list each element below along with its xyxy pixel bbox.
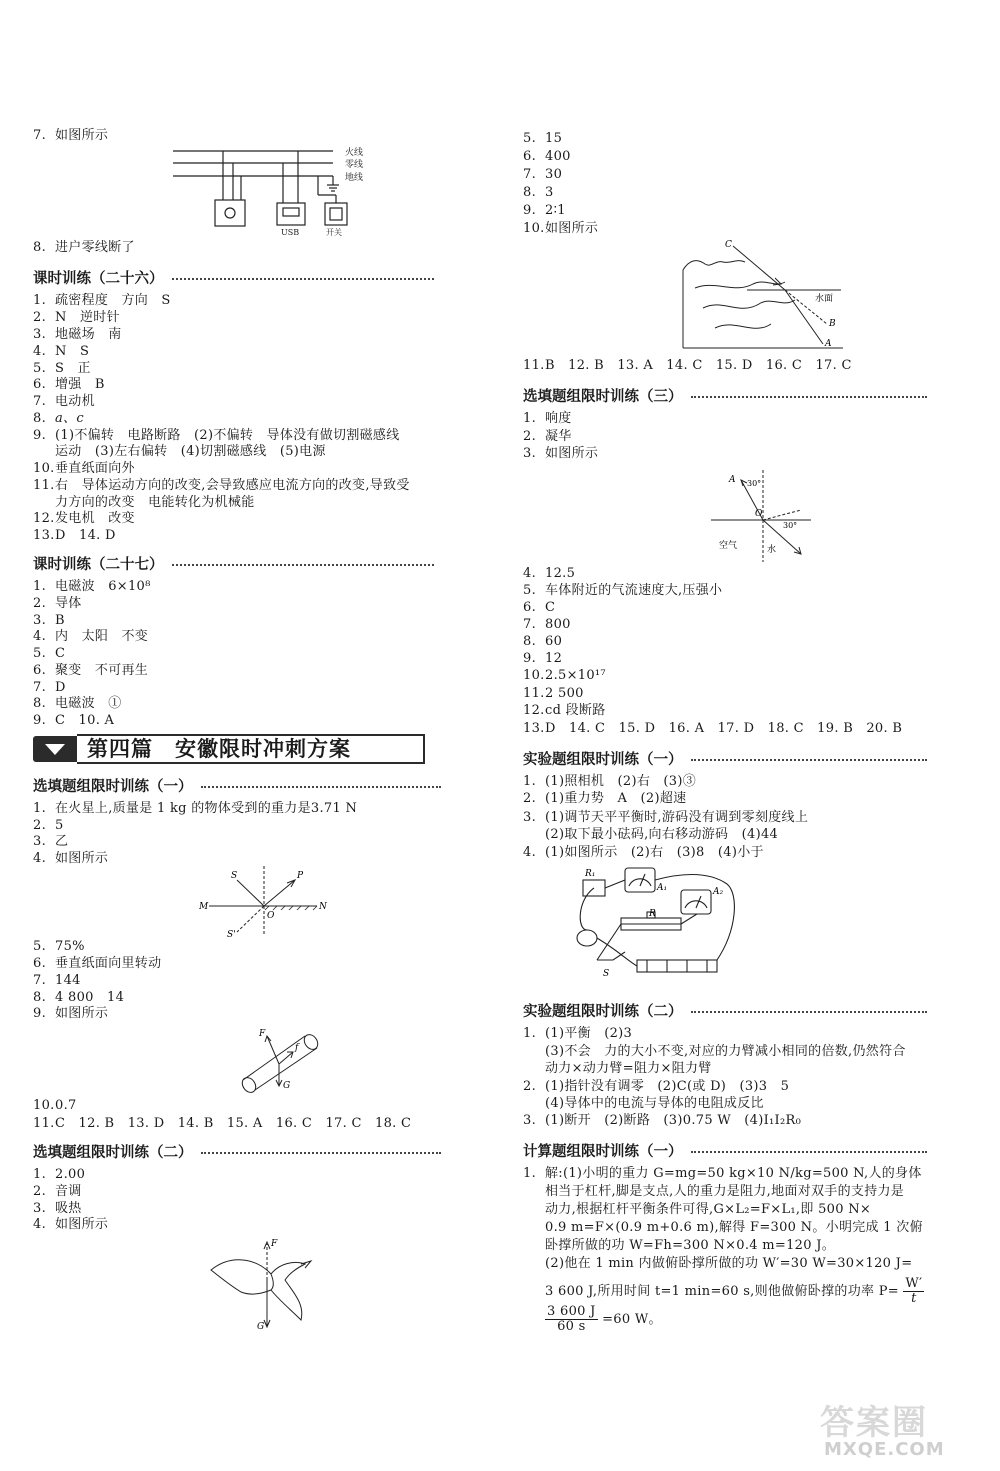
solution-line: 相当于杠杆,脚是支点,人的重力是阻力,地面对双手的支持力是 bbox=[545, 1184, 905, 1199]
answer-line: 动力×动力臂=阻力×阻力臂 bbox=[545, 1061, 712, 1076]
answer-line: 8. a、c bbox=[33, 411, 84, 426]
answer-line: 7. 800 bbox=[523, 617, 571, 632]
answer-line: 8. 进户零线断了 bbox=[33, 240, 135, 255]
answer-line: 2. 音调 bbox=[33, 1184, 82, 1199]
answer-line: 2. 5 bbox=[33, 818, 64, 833]
answer-line: 9. 2∶1 bbox=[523, 203, 566, 218]
answer-line: 7. 30 bbox=[523, 167, 563, 182]
answer-line: 6. 400 bbox=[523, 149, 571, 164]
solution-line: (2)他在 1 min 内做俯卧撑所做的功 W′=30 W=30×120 J= bbox=[545, 1256, 913, 1271]
svg-text:M: M bbox=[199, 902, 209, 912]
answer-line: 力方向的改变 电能转化为机械能 bbox=[55, 495, 255, 510]
watermark-logo: 答案圈 bbox=[820, 1403, 928, 1443]
answer-line: 1. 电磁波 6×10⁸ bbox=[33, 579, 151, 594]
section-heading-xt3: 选填题组限时训练（三） bbox=[523, 388, 927, 406]
answer-line: 13.D 14. D bbox=[33, 528, 116, 543]
svg-text:地线: 地线 bbox=[345, 173, 364, 183]
down-arrow-icon bbox=[33, 736, 77, 762]
svg-text:B: B bbox=[829, 319, 836, 329]
solution-line: $\frac{3 600 J}{60 s}$ =60 W。 bbox=[547, 1304, 662, 1334]
answer-line: 3. (1)调节天平平衡时,游码没有调到零刻度线上 bbox=[523, 810, 809, 825]
answer-line: 10.2.5×10¹⁷ bbox=[523, 668, 606, 683]
answer-line: 8. 60 bbox=[523, 634, 563, 649]
banner-title: 第四篇 安徽限时冲刺方案 bbox=[77, 734, 425, 764]
fraction-result: $\frac{3 600 J}{60 s}$ bbox=[547, 1304, 596, 1334]
answer-line: 9. 12 bbox=[523, 651, 563, 666]
bird-force-figure bbox=[201, 1234, 321, 1334]
fraction-power: $\frac{W'}{t}$ bbox=[905, 1276, 923, 1306]
section-heading-js1: 计算题组限时训练（一） bbox=[523, 1143, 927, 1161]
answer-line: 11.C 12. B 13. D 14. B 15. A 16. C 17. C 18. C bbox=[33, 1116, 412, 1131]
answer-line: 11.右 导体运动方向的改变,会导致感应电流方向的改变,导致受 bbox=[33, 478, 410, 493]
solution-line: 动力,根据杠杆平衡条件可得,G×L₂=F×L₁,即 500 N× bbox=[545, 1202, 872, 1217]
svg-text:火线: 火线 bbox=[345, 148, 364, 158]
answer-line: 8. 3 bbox=[523, 185, 554, 200]
svg-text:O: O bbox=[755, 509, 763, 519]
svg-text:C: C bbox=[725, 240, 732, 250]
answer-line: 5. 75% bbox=[33, 939, 85, 954]
answer-line: 12.发电机 改变 bbox=[33, 511, 135, 526]
svg-text:水: 水 bbox=[767, 545, 777, 555]
solution-line: 卧撑所做的功 W=Fh=300 N×0.4 m=120 J。 bbox=[545, 1238, 836, 1253]
svg-text:30°: 30° bbox=[783, 521, 798, 530]
answer-line: 1. 响度 bbox=[523, 411, 572, 426]
svg-text:A: A bbox=[729, 475, 736, 485]
answer-line: 5. 车体附近的气流速度大,压强小 bbox=[523, 583, 723, 598]
answer-line: 6. 垂直纸面向里转动 bbox=[33, 956, 162, 971]
answer-line: 7. 电动机 bbox=[33, 394, 95, 409]
svg-text:G: G bbox=[257, 1322, 265, 1332]
answer-line: 5. 15 bbox=[523, 131, 563, 146]
answer-line: 11.B 12. B 13. A 14. C 15. D 16. C 17. C bbox=[523, 358, 852, 373]
answer-line: 3. 乙 bbox=[33, 834, 69, 849]
svg-text:空气: 空气 bbox=[719, 541, 738, 551]
answer-line: 1. 在火星上,质量是 1 kg 的物体受到的重力是3.71 N bbox=[33, 801, 358, 816]
svg-text:G: G bbox=[283, 1081, 291, 1091]
answer-line: 2. (1)重力势 A (2)超速 bbox=[523, 791, 687, 806]
answer-line: 4. (1)如图所示 (2)右 (3)8 (4)小于 bbox=[523, 845, 764, 860]
answer-line: 10.如图所示 bbox=[523, 221, 599, 236]
answer-line: 5. S 正 bbox=[33, 361, 91, 376]
svg-text:N: N bbox=[319, 902, 327, 912]
answer-line: (3)不会 力的大小不变,对应的力臂减小相同的倍数,仍然符合 bbox=[545, 1044, 906, 1059]
svg-text:F: F bbox=[271, 1239, 278, 1249]
svg-text:A: A bbox=[825, 339, 832, 349]
experiment-circuit-figure bbox=[557, 860, 747, 980]
part-banner bbox=[33, 733, 425, 765]
svg-text:30°: 30° bbox=[747, 479, 762, 488]
answer-line: 6. C bbox=[523, 600, 556, 615]
section-heading-27: 课时训练（二十七） bbox=[33, 556, 434, 574]
water-refraction-figure bbox=[675, 238, 845, 350]
svg-text:O: O bbox=[267, 911, 275, 921]
svg-text:R: R bbox=[649, 909, 656, 919]
answer-line: 3. 地磁场 南 bbox=[33, 327, 122, 342]
answer-line: 7. 144 bbox=[33, 973, 81, 988]
answer-line: 13.D 14. C 15. D 16. A 17. D 18. C 19. B 20. B bbox=[523, 721, 903, 736]
section-heading-sy2: 实验题组限时训练（二） bbox=[523, 1003, 927, 1021]
svg-text:f: f bbox=[295, 1043, 299, 1053]
answer-line: 1. (1)平衡 (2)3 bbox=[523, 1026, 633, 1041]
answer-line: 2. N 逆时针 bbox=[33, 310, 120, 325]
svg-text:R₁: R₁ bbox=[585, 869, 596, 879]
answer-line: 8. 电磁波 ① bbox=[33, 696, 122, 711]
answer-line: (2)取下最小砝码,向右移动游码 (4)44 bbox=[545, 827, 779, 842]
solution-line: 1. 解:(1)小明的重力 G=mg=50 kg×10 N/kg=500 N,人的身体 bbox=[523, 1166, 922, 1181]
cylinder-force-figure bbox=[223, 1022, 333, 1094]
answer-line: 11.2 500 bbox=[523, 686, 584, 701]
answer-line: 3. 如图所示 bbox=[523, 446, 599, 461]
answer-line: 8. 4 800 14 bbox=[33, 990, 125, 1005]
svg-text:零线: 零线 bbox=[345, 160, 364, 170]
air-water-refraction-figure bbox=[701, 470, 821, 564]
answer-line: 2. 导体 bbox=[33, 596, 82, 611]
solution-line: 3 600 J,所用时间 t=1 min=60 s,则他做俯卧撑的功率 P= $\frac{W'}{t}$ bbox=[545, 1276, 923, 1306]
answer-line: 4. 内 太阳 不变 bbox=[33, 629, 149, 644]
svg-text:A₂: A₂ bbox=[713, 887, 724, 897]
answer-line: 6. 聚变 不可再生 bbox=[33, 663, 149, 678]
answer-line: 6. 增强 B bbox=[33, 377, 105, 392]
answer-line: 3. (1)断开 (2)断路 (3)0.75 W (4)I₁I₂R₀ bbox=[523, 1113, 802, 1128]
answer-line: 5. C bbox=[33, 646, 66, 661]
answer-line: 1. (1)照相机 (2)右 (3)③ bbox=[523, 774, 697, 789]
answer-line: 10.0.7 bbox=[33, 1098, 77, 1113]
svg-text:水面: 水面 bbox=[815, 294, 834, 304]
answer-line: 4. 如图所示 bbox=[33, 1217, 109, 1232]
answer-line: 4. 如图所示 bbox=[33, 851, 109, 866]
answer-line: 4. N S bbox=[33, 344, 90, 359]
svg-text:USB: USB bbox=[281, 228, 300, 237]
section-heading-26: 课时训练（二十六） bbox=[33, 270, 434, 288]
svg-text:S': S' bbox=[227, 930, 236, 938]
watermark-url: MXQE.COM bbox=[824, 1439, 945, 1460]
svg-text:S: S bbox=[603, 969, 610, 979]
svg-text:A₁: A₁ bbox=[657, 883, 668, 893]
answer-line: 7. 如图所示 bbox=[33, 128, 109, 143]
svg-text:P: P bbox=[297, 871, 304, 881]
answer-line: 9. (1)不偏转 电路断路 (2)不偏转 导体没有做切割磁感线 bbox=[33, 428, 400, 443]
answer-line: 2. 凝华 bbox=[523, 429, 572, 444]
answer-line: 4. 12.5 bbox=[523, 566, 576, 581]
answer-line: 7. D bbox=[33, 680, 66, 695]
svg-text:S: S bbox=[231, 871, 238, 881]
answer-line: 9. C 10. A bbox=[33, 713, 115, 728]
section-heading-xt2: 选填题组限时训练（二） bbox=[33, 1144, 441, 1162]
svg-text:开关: 开关 bbox=[326, 228, 342, 237]
answer-line: 1. 2.00 bbox=[33, 1167, 86, 1182]
watermark bbox=[820, 1395, 990, 1465]
answer-line: 9. 如图所示 bbox=[33, 1006, 109, 1021]
answer-line: 10.垂直纸面向外 bbox=[33, 461, 135, 476]
section-heading-sy1: 实验题组限时训练（一） bbox=[523, 751, 927, 769]
answer-line: (4)导体中的电流与导体的电阻成反比 bbox=[545, 1096, 764, 1111]
section-heading-xt1: 选填题组限时训练（一） bbox=[33, 778, 441, 796]
answer-line: 3. B bbox=[33, 613, 65, 628]
answer-line: 运动 (3)左右偏转 (4)切割磁感线 (5)电源 bbox=[55, 444, 326, 459]
answer-line: 3. 吸热 bbox=[33, 1201, 82, 1216]
answer-line: 2. (1)指针没有调零 (2)C(或 D) (3)3 5 bbox=[523, 1079, 790, 1094]
answer-line: 1. 疏密程度 方向 S bbox=[33, 293, 171, 308]
reflection-figure bbox=[199, 866, 329, 938]
solution-line: 0.9 m=F×(0.9 m+0.6 m),解得 F=300 N。小明完成 1 次俯 bbox=[545, 1220, 923, 1235]
answer-line: 12.cd 段断路 bbox=[523, 703, 606, 718]
svg-text:F: F bbox=[259, 1029, 266, 1039]
household-circuit-figure bbox=[173, 145, 373, 237]
